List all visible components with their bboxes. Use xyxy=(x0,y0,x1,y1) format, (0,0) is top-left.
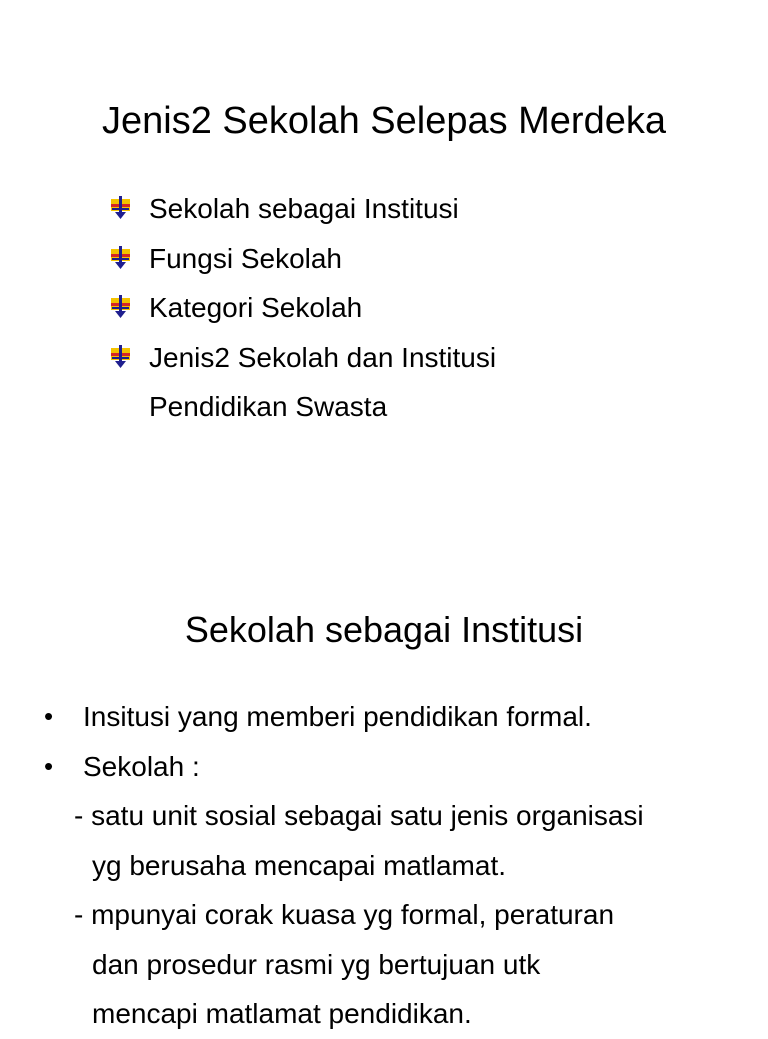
list-item xyxy=(108,184,496,234)
slide-2-title: Sekolah sebagai Institusi xyxy=(184,609,584,650)
list-item-text-continued: Pendidikan Swasta xyxy=(149,391,388,422)
arrow-down-bullet-icon xyxy=(108,196,134,220)
sub-list-item-text: - mpunyai corak kuasa yg formal, peraturan xyxy=(74,899,615,930)
list-item-text: Jenis2 Sekolah dan Institusi xyxy=(149,341,497,373)
bullet-dot-icon: • xyxy=(44,701,54,731)
list-item-text: Fungsi Sekolah xyxy=(149,242,343,274)
slide-2-bullet-list xyxy=(42,692,644,1039)
list-item xyxy=(42,742,644,792)
sub-list-item-text: - satu unit sosial sebagai satu jenis organisasi xyxy=(74,800,644,831)
list-item xyxy=(42,692,644,742)
sub-list-item xyxy=(42,890,644,1039)
list-item-text: Kategori Sekolah xyxy=(149,292,363,323)
list-item xyxy=(108,234,496,284)
sub-list-item-text-continued: dan prosedur rasmi yg bertujuan utk xyxy=(92,948,541,980)
slide-1 xyxy=(0,0,768,470)
sub-list-item xyxy=(42,791,644,890)
list-item-text: Sekolah : xyxy=(83,750,200,782)
arrow-down-bullet-icon xyxy=(108,295,134,319)
sub-list-item-text-continued: yg berusaha mencapai matlamat. xyxy=(92,849,506,881)
list-item xyxy=(108,333,496,432)
list-item-text: Sekolah sebagai Institusi xyxy=(149,193,459,224)
list-item xyxy=(108,283,496,333)
bullet-dot-icon: • xyxy=(44,750,54,781)
slide-1-title: Jenis2 Sekolah Selepas Merdeka xyxy=(101,100,666,142)
arrow-down-bullet-icon xyxy=(108,246,134,270)
slide-1-bullet-list xyxy=(108,184,496,432)
list-item-text: Insitusi yang memberi pendidikan formal. xyxy=(83,701,592,732)
arrow-down-bullet-icon xyxy=(108,345,134,369)
slide-2 xyxy=(0,560,768,1029)
sub-list-item-text-continued: mencapi matlamat pendidikan. xyxy=(92,998,472,1029)
